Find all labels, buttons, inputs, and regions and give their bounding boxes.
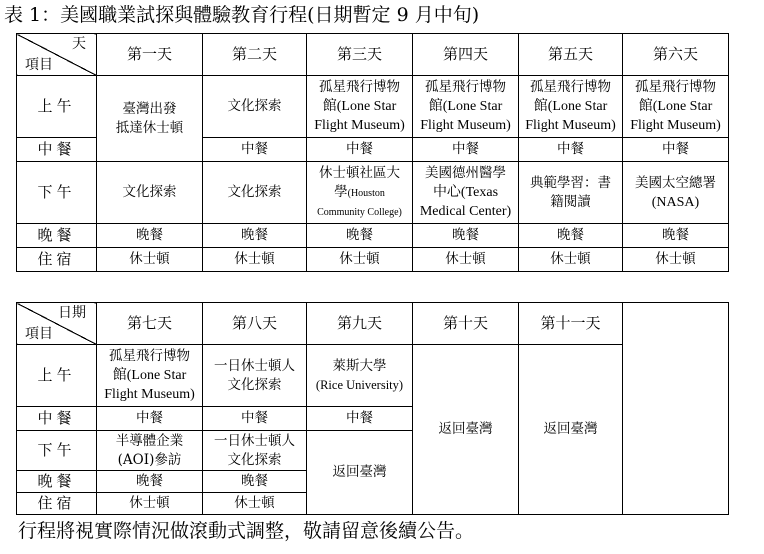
day-header: 第九天 [307, 303, 413, 345]
stay-cell: 休士頓 [307, 248, 413, 272]
nasa-line: 美國太空總署 [635, 174, 716, 191]
corner-day-label: 天 [72, 36, 86, 52]
day9-morning-cell [307, 345, 413, 407]
day1-afternoon-cell: 文化探索 [97, 162, 203, 224]
day-header: 第六天 [623, 34, 729, 76]
row-label-stay: 住宿 [17, 493, 97, 515]
aoi-line: 半導體企業 [115, 432, 184, 449]
day3-afternoon-cell [307, 162, 413, 224]
day3-morning-cell [307, 76, 413, 138]
medical-line: 中心(Texas [432, 185, 499, 200]
corner-cell [17, 303, 97, 345]
itinerary-table-days-7-11 [16, 302, 729, 515]
museum-line: 孤星飛行博物 [109, 348, 190, 364]
stay-cell: 休士頓 [97, 493, 203, 515]
row-label-stay: 住宿 [17, 248, 97, 272]
stay-row [17, 248, 729, 272]
day1-morning-line: 臺灣出發 [122, 100, 177, 117]
row-label-morning: 上午 [17, 76, 97, 138]
dinner-cell: 晚餐 [413, 224, 519, 248]
lunch-cell: 中餐 [97, 407, 203, 431]
museum-line: Flight Museum) [314, 118, 405, 133]
corner-item-label: 項目 [25, 326, 53, 342]
lunch-cell: 中餐 [203, 407, 307, 431]
stay-cell: 休士頓 [519, 248, 623, 272]
stay-cell: 休士頓 [413, 248, 519, 272]
dinner-cell: 晚餐 [97, 224, 203, 248]
day2-afternoon-cell: 文化探索 [203, 162, 307, 224]
dinner-cell: 晚餐 [97, 471, 203, 493]
day-header: 第二天 [203, 34, 307, 76]
college-en: (Houston [347, 187, 385, 199]
dinner-row [17, 224, 729, 248]
day-header: 第八天 [203, 303, 307, 345]
day1-morning-cell [97, 76, 203, 162]
museum-line: 館(Lone Star [112, 368, 187, 383]
row-label-lunch: 中餐 [17, 407, 97, 431]
day4-afternoon-cell [413, 162, 519, 224]
day5-morning-cell [519, 76, 623, 138]
rice-line: (Rice University) [315, 377, 404, 392]
row-label-lunch: 中餐 [17, 138, 97, 162]
medical-line: 美國德州醫學 [425, 165, 506, 181]
day8-morning-cell [203, 345, 307, 407]
museum-line: 孤星飛行博物 [319, 79, 400, 95]
day-header: 第十天 [413, 303, 519, 345]
day-header: 第七天 [97, 303, 203, 345]
nasa-line: (NASA) [651, 194, 700, 210]
museum-line: Flight Museum) [420, 118, 511, 133]
museum-line: 館(Lone Star [638, 99, 713, 114]
row-label-dinner: 晚餐 [17, 471, 97, 493]
day5-afternoon-cell [519, 162, 623, 224]
day-header: 第四天 [413, 34, 519, 76]
dinner-cell: 晚餐 [203, 471, 307, 493]
corner-cell [17, 34, 97, 76]
museum-line: 孤星飛行博物 [425, 79, 506, 95]
stay-cell: 休士頓 [623, 248, 729, 272]
table-caption: 表 1：美國職業試探與體驗教育行程(日期暫定 9 月中旬) [4, 4, 480, 26]
museum-line: Flight Museum) [525, 118, 616, 133]
museum-line: 館(Lone Star [322, 99, 397, 114]
college-line: 休士頓社區大 [319, 164, 400, 181]
afternoon-row [17, 162, 729, 224]
aoi-line: (AOI)參訪 [117, 451, 182, 468]
museum-line: 孤星飛行博物 [530, 79, 611, 95]
row-label-afternoon: 下午 [17, 431, 97, 471]
culture-line: 文化探索 [227, 376, 282, 393]
lunch-cell: 中餐 [623, 138, 729, 162]
lunch-cell: 中餐 [307, 407, 413, 431]
dinner-cell: 晚餐 [623, 224, 729, 248]
culture-line: 一日休士頓人 [214, 357, 295, 374]
dinner-cell: 晚餐 [307, 224, 413, 248]
stay-cell: 休士頓 [203, 248, 307, 272]
reading-line: 籍閱讀 [550, 193, 591, 210]
day7-afternoon-cell [97, 431, 203, 471]
morning-row [17, 345, 729, 407]
museum-line: Flight Museum) [630, 118, 721, 133]
college-line: 學 [334, 183, 348, 200]
culture-line: 一日休士頓人 [214, 432, 295, 449]
dinner-cell: 晚餐 [519, 224, 623, 248]
corner-date-label: 日期 [58, 305, 86, 321]
day6-afternoon-cell [623, 162, 729, 224]
lunch-cell: 中餐 [203, 138, 307, 162]
lunch-cell: 中餐 [413, 138, 519, 162]
culture-line: 文化探索 [227, 451, 282, 468]
museum-line: 館(Lone Star [533, 99, 608, 114]
itinerary-table-days-1-6 [16, 33, 729, 272]
day-header: 第三天 [307, 34, 413, 76]
stay-cell: 休士頓 [203, 493, 307, 515]
row-label-afternoon: 下午 [17, 162, 97, 224]
day7-morning-cell [97, 345, 203, 407]
stay-cell: 休士頓 [97, 248, 203, 272]
day2-morning-cell: 文化探索 [203, 76, 307, 138]
lunch-cell: 中餐 [519, 138, 623, 162]
row-label-dinner: 晚餐 [17, 224, 97, 248]
empty-column [623, 303, 729, 515]
lunch-cell: 中餐 [307, 138, 413, 162]
day-header: 第十一天 [519, 303, 623, 345]
morning-row [17, 76, 729, 138]
day1-morning-line: 抵達休士頓 [115, 119, 184, 136]
day-header: 第一天 [97, 34, 203, 76]
day11-return-cell: 返回臺灣 [519, 345, 623, 515]
header-row [17, 303, 729, 345]
dinner-cell: 晚餐 [203, 224, 307, 248]
day10-return-cell: 返回臺灣 [413, 345, 519, 515]
schedule-note: 行程將視實際情況做滾動式調整，敬請留意後續公告。 [18, 520, 475, 542]
day9-return-cell: 返回臺灣 [307, 431, 413, 515]
row-label-morning: 上午 [17, 345, 97, 407]
header-row [17, 34, 729, 76]
corner-item-label: 項目 [25, 57, 53, 73]
day8-afternoon-cell [203, 431, 307, 471]
museum-line: 孤星飛行博物 [635, 79, 716, 95]
museum-line: 館(Lone Star [428, 99, 503, 114]
day-header: 第五天 [519, 34, 623, 76]
rice-line: 萊斯大學 [332, 357, 387, 374]
museum-line: Flight Museum) [104, 387, 195, 402]
reading-line: 典範學習：書 [530, 174, 611, 191]
medical-line: Medical Center) [419, 204, 512, 219]
day6-morning-cell [623, 76, 729, 138]
day4-morning-cell [413, 76, 519, 138]
college-en: Community College) [317, 206, 402, 218]
